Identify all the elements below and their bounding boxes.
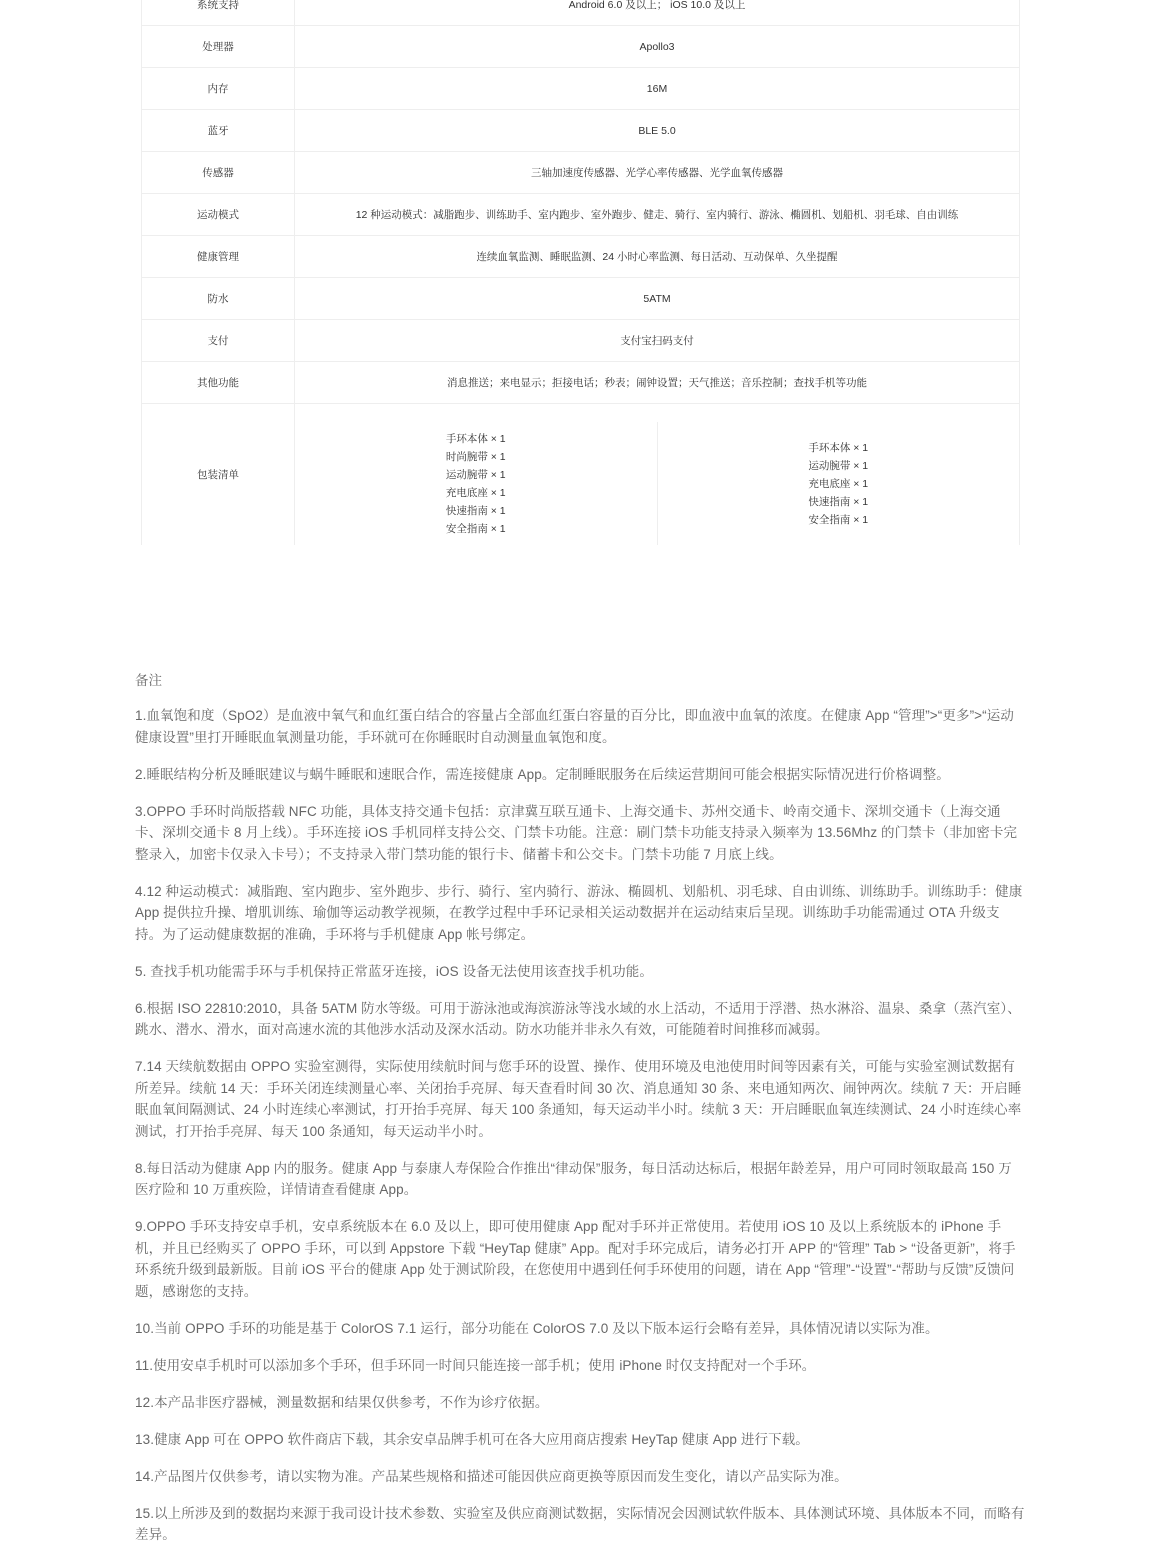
package-item: 时尚腕带 × 1 — [445, 450, 506, 463]
note-item: 6.根据 ISO 22810:2010，具备 5ATM 防水等级。可用于游泳池或海滨游泳等浅水域的水上活动，不适用于浮潜、热水淋浴、温泉、桑拿（蒸汽室）、跳水、潜水、滑水，面对高速水流的其他涉水活动及深水活动。防水功能并非永久有效，可能随着时间推移而减弱。 — [135, 1000, 1021, 1037]
package-item: 安全指南 × 1 — [445, 522, 506, 535]
note-item: 13.健康 App 可在 OPPO 软件商店下载，其余安卓品牌手机可在各大应用商店搜索 HeyTap 健康 App 进行下载。 — [135, 1431, 809, 1447]
spec-row-processor — [142, 26, 1019, 68]
spec-row-other — [142, 362, 1019, 404]
notes-title: 备注 — [135, 673, 162, 688]
spec-label: 健康管理 — [142, 236, 295, 277]
package-item: 充电底座 × 1 — [445, 486, 506, 499]
package-list — [446, 430, 506, 538]
spec-label: 处理器 — [142, 26, 295, 67]
spec-label: 防水 — [142, 278, 295, 319]
spec-label: 内存 — [142, 68, 295, 109]
note-item: 7.14 天续航数据由 OPPO 实验室测得，实际使用续航时间与您手环的设置、操作、使用环境及电池使用时间等因素有关，可能与实验室测试数据有所差异。续航 14 天：手环关闭连续测量心率、关闭抬手亮屏、每天查看时间 30 次、消息通知 30 条、来电通知两次、闹钟两次。续航 7 天：开启睡眠血氧间隔测试、24 小时连续心率测试，打开抬手亮屏、每天 100 条通知，每天运动半小时。续航 3 天：开启睡眠血氧连续测试、24 小时连续心率测试，打开抬手亮屏、每天 100 条通知，每天运动半小时。 — [135, 1059, 1022, 1139]
spec-row-package — [142, 404, 1019, 545]
note-item: 9.OPPO 手环支持安卓手机，安卓系统版本在 6.0 及以上，即可使用健康 App 配对手环并正常使用。若使用 iOS 10 及以上系统版本的 iPhone 手机，并且已经购买了 OPPO 手环，可以到 Appstore 下载 “HeyTap 健康” App。配对手环完成后，请务必打开 APP 的“管理” Tab > “设备更新”，将手环系统升级到最新版。目前 iOS 平台的健康 App 处于测试阶段，在您使用中遇到任何手环使用的问题，请在 App “管理”-“设置”-“帮助与反馈”反馈问题，感谢您的支持。 — [135, 1219, 1016, 1299]
package-item: 运动腕带 × 1 — [808, 459, 869, 472]
spec-label: 其他功能 — [142, 362, 295, 403]
spec-value: 支付宝扫码支付 — [620, 335, 694, 347]
package-item: 运动腕带 × 1 — [445, 468, 506, 481]
package-columns — [295, 404, 1019, 545]
spec-value: 5ATM — [643, 292, 671, 305]
spec-table — [141, 0, 1020, 545]
note-item: 4.12 种运动模式：减脂跑、室内跑步、室外跑步、步行、骑行、室内骑行、游泳、椭圆机、划船机、羽毛球、自由训练、训练助手。训练助手：健康 App 提供拉升操、增肌训练、瑜伽等运动教学视频，在教学过程中手环记录相关运动数据并在运动结束后呈现。训练助手功能需通过 OTA 升级支持。为了运动健康数据的准确，手环将与手机健康 App 帐号绑定。 — [135, 883, 1023, 942]
spec-label: 蓝牙 — [142, 110, 295, 151]
note-item: 15.以上所涉及到的数据均来源于我司设计技术参数、实验室及供应商测试数据，实际情况会因测试软件版本、具体测试环境、具体版本不同，而略有差异。 — [135, 1505, 1025, 1542]
note-item: 3.OPPO 手环时尚版搭载 NFC 功能，具体支持交通卡包括：京津冀互联互通卡、上海交通卡、苏州交通卡、岭南交通卡、深圳交通卡（上海交通卡、深圳交通卡 8 月上线）。手环连接 iOS 手机同样支持公交、门禁卡功能。注意：刷门禁卡功能支持录入频率为 13.56Mhz 的门禁卡（非加密卡完整录入，加密卡仅录入卡号）；不支持录入带门禁功能的银行卡、储蓄卡和公交卡。门禁卡功能 7 月底上线。 — [135, 803, 1018, 862]
spec-label: 运动模式 — [142, 194, 295, 235]
package-column-right — [658, 422, 1020, 545]
spec-value: Android 6.0 及以上； iOS 10.0 及以上 — [568, 0, 746, 11]
spec-value: 12 种运动模式：减脂跑步、训练助手、室内跑步、室外跑步、健走、骑行、室内骑行、游泳、椭圆机、划船机、羽毛球、自由训练 — [355, 209, 959, 221]
package-list — [808, 439, 868, 529]
spec-row-bluetooth — [142, 110, 1019, 152]
package-column-left — [295, 422, 658, 545]
note-item: 12.本产品非医疗器械，测量数据和结果仅供参考，不作为诊疗依据。 — [135, 1394, 549, 1410]
spec-value: 消息推送；来电显示；拒接电话；秒表；闹钟设置；天气推送；音乐控制；查找手机等功能 — [447, 377, 867, 389]
spec-label: 支付 — [142, 320, 295, 361]
package-item: 充电底座 × 1 — [808, 477, 869, 490]
spec-row-sport-modes — [142, 194, 1019, 236]
spec-value: Apollo3 — [639, 40, 675, 53]
package-item: 手环本体 × 1 — [808, 441, 869, 454]
spec-label: 包装清单 — [142, 404, 295, 545]
spec-value: BLE 5.0 — [638, 124, 676, 137]
note-item: 1.血氧饱和度（SpO2）是血液中氧气和血红蛋白结合的容量占全部血红蛋白容量的百分比，即血液中血氧的浓度。在健康 App “管理”>“更多”>“运动健康设置”里打开睡眠血氧测量功能，手环就可在你睡眠时自动测量血氧饱和度。 — [135, 708, 1014, 745]
package-item: 快速指南 × 1 — [808, 495, 869, 508]
note-item: 14.产品图片仅供参考，请以实物为准。产品某些规格和描述可能因供应商更换等原因而发生变化，请以产品实际为准。 — [135, 1468, 848, 1484]
spec-row-waterproof — [142, 278, 1019, 320]
spec-label: 传感器 — [142, 152, 295, 193]
package-item: 手环本体 × 1 — [445, 432, 506, 445]
spec-value: 16M — [646, 82, 668, 95]
spec-value: 三轴加速度传感器、光学心率传感器、光学血氧传感器 — [531, 167, 783, 179]
notes-section — [135, 670, 1025, 1561]
spec-row-health — [142, 236, 1019, 278]
spec-row-sensors — [142, 152, 1019, 194]
note-item: 11.使用安卓手机时可以添加多个手环，但手环同一时间只能连接一部手机；使用 iPhone 时仅支持配对一个手环。 — [135, 1357, 816, 1373]
note-item: 10.当前 OPPO 手环的功能是基于 ColorOS 7.1 运行，部分功能在 ColorOS 7.0 及以下版本运行会略有差异，具体情况请以实际为准。 — [135, 1320, 939, 1336]
note-item: 5. 查找手机功能需手环与手机保持正常蓝牙连接，iOS 设备无法使用该查找手机功能。 — [135, 963, 653, 979]
package-item: 安全指南 × 1 — [808, 513, 869, 526]
package-item: 快速指南 × 1 — [445, 504, 506, 517]
spec-value: 连续血氧监测、睡眠监测、24 小时心率监测、每日活动、互动保单、久坐提醒 — [476, 251, 838, 263]
spec-row-system — [142, 0, 1019, 26]
spec-label: 系统支持 — [142, 0, 295, 25]
spec-row-payment — [142, 320, 1019, 362]
note-item: 8.每日活动为健康 App 内的服务。健康 App 与泰康人寿保险合作推出“律动保”服务，每日活动达标后，根据年龄差异，用户可同时领取最高 150 万医疗险和 10 万重疾险，详情请查看健康 App。 — [135, 1160, 1012, 1197]
note-item: 2.睡眠结构分析及睡眠建议与蜗牛睡眠和速眠合作，需连接健康 App。定制睡眠服务在后续运营期间可能会根据实际情况进行价格调整。 — [135, 766, 950, 782]
spec-row-memory — [142, 68, 1019, 110]
